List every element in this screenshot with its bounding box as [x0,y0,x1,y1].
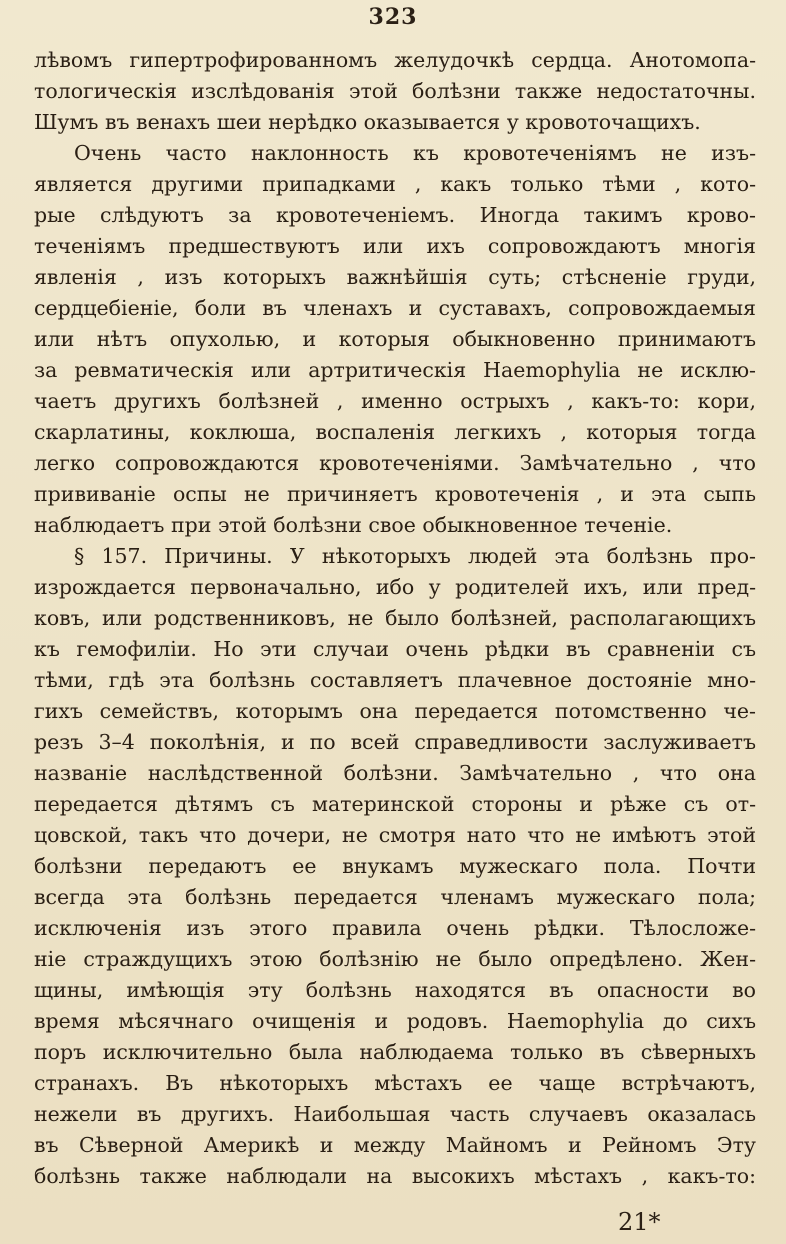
page-number: 323 [368,4,418,30]
text-line: въ Сѣверной Америкѣ и между Майномъ и Рейномъ Эту [34,1133,756,1157]
text-line: тологическія изслѣдованія этой болѣзни также недостаточны. [34,79,756,103]
text-line: прививаніе оспы не причиняетъ кровотеченія , и эта сыпь [34,482,756,506]
text-line: нежели въ другихъ. Наибольшая часть случаевъ оказалась [34,1102,756,1126]
text-line: рые слѣдуютъ за кровотеченіемъ. Иногда такимъ крово- [34,203,756,227]
text-line: резъ 3–4 поколѣнія, и по всей справедливости заслуживаетъ [34,730,756,754]
text-line: передается дѣтямъ съ материнской стороны и рѣже съ от- [34,792,756,816]
signature-mark: 21* [618,1208,661,1236]
text-line: теченіямъ предшествуютъ или ихъ сопровождаютъ многія [34,234,756,258]
text-line: за ревматическія или артритическія Haemophylia не исклю- [34,358,756,382]
text-line: лѣвомъ гипертрофированномъ желудочкѣ сердца. Анотомопа- [34,48,756,72]
text-line: время мѣсячнаго очищенія и родовъ. Haemophylia до сихъ [34,1009,756,1033]
text-line: болѣзнь также наблюдали на высокихъ мѣстахъ , какъ-то: [34,1164,756,1188]
text-line: чаетъ другихъ болѣзней , именно острыхъ , какъ-то: кори, [34,389,756,413]
text-line: изрождается первоначально, ибо у родителей ихъ, или пред- [34,575,756,599]
text-line: скарлатины, коклюша, воспаленія легкихъ , которыя тогда [34,420,756,444]
text-line: явленія , изъ которыхъ важнѣйшія суть; стѣсненіе груди, [34,265,756,289]
text-line: ніе страждущихъ этою болѣзнію не было опредѣлено. Жен- [34,947,756,971]
text-line: странахъ. Въ нѣкоторыхъ мѣстахъ ее чаще встрѣчаютъ, [34,1071,756,1095]
text-line: Очень часто наклонность къ кровотеченіямъ не изъ- [74,141,756,165]
text-line: тѣми, гдѣ эта болѣзнь составляетъ плачевное достояніе мно- [34,668,756,692]
text-line: болѣзни передаютъ ее внукамъ мужескаго пола. Почти [34,854,756,878]
text-line: исключенія изъ этого правила очень рѣдки. Тѣлосложе- [34,916,756,940]
text-line: щины, имѣющія эту болѣзнь находятся въ опасности во [34,978,756,1002]
text-line: является другими припадками , какъ только тѣми , кото- [34,172,756,196]
text-line: Шумъ въ венахъ шеи нерѣдко оказывается у кровоточащихъ. [34,110,701,134]
text-line: всегда эта болѣзнь передается членамъ мужескаго пола; [34,885,756,909]
text-line: поръ исключительно была наблюдаема только въ сѣверныхъ [34,1040,756,1064]
text-line: ковъ, или родственниковъ, не было болѣзней, располагающихъ [34,606,756,630]
text-line: или нѣтъ опухолью, и которыя обыкновенно принимаютъ [34,327,756,351]
body-text [34,45,756,1192]
text-line: легко сопровождаются кровотеченіями. Замѣчательно , что [34,451,756,475]
text-line: гихъ семействъ, которымъ она передается потомственно че- [34,699,756,723]
text-line: сердцебіеніе, боли въ членахъ и суставахъ, сопровождаемыя [34,296,756,320]
text-line: цовской, такъ что дочери, не смотря нато что не имѣютъ этой [34,823,756,847]
text-line: къ гемофиліи. Но эти случаи очень рѣдки въ сравненіи съ [34,637,756,661]
text-line: названіе наслѣдственной болѣзни. Замѣчательно , что она [34,761,756,785]
text-line: наблюдаетъ при этой болѣзни свое обыкновенное теченіе. [34,513,673,537]
section-heading-line: § 157. Причины. У нѣкоторыхъ людей эта болѣзнь про- [74,544,756,568]
